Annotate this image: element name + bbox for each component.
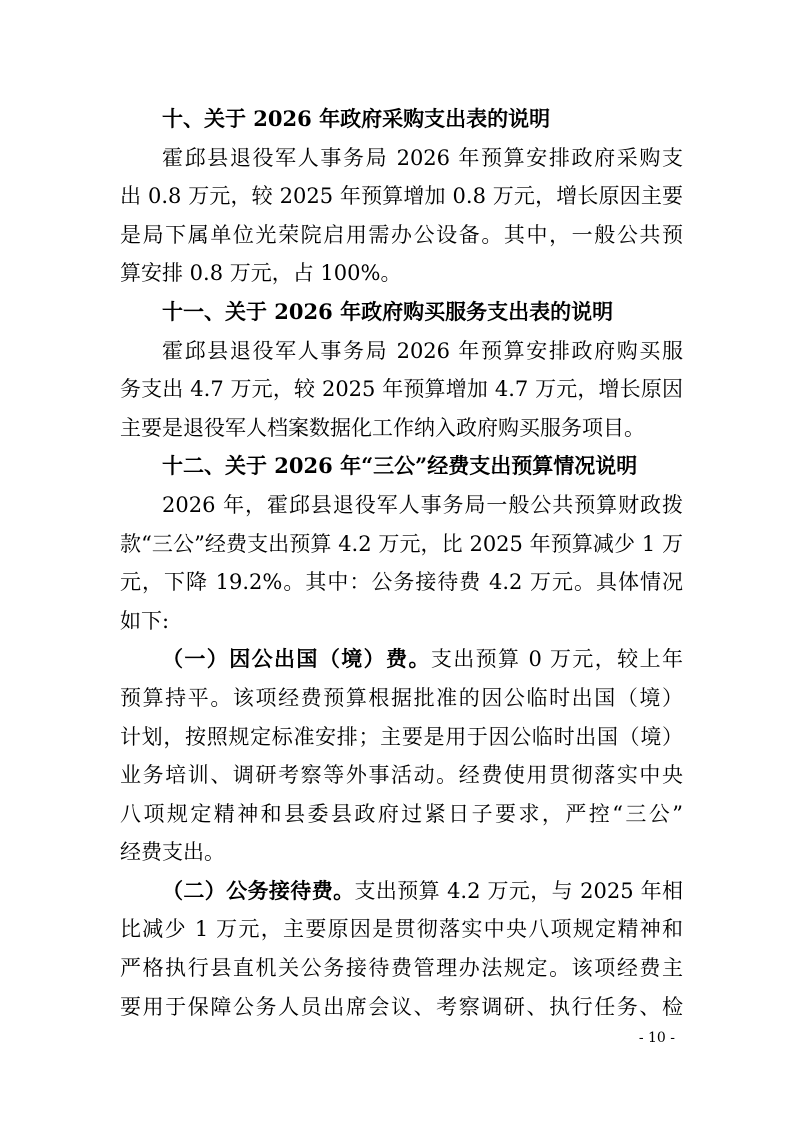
paragraph-line: 算安排 0.8 万元，占 100%。 bbox=[120, 261, 402, 286]
item-1-first-line-text: 支出预算 0 万元，较上年 bbox=[430, 647, 683, 672]
paragraph-line: 款“三公”经费支出预算 4.2 万元，比 2025 年预算减少 1 万 bbox=[120, 531, 683, 556]
paragraph-line: 2026 年，霍邱县退役军人事务局一般公共预算财政拨 bbox=[162, 492, 683, 517]
section-heading-12: 十二、关于 2026 年“三公”经费支出预算情况说明 bbox=[162, 453, 638, 479]
paragraph-line: 霍邱县退役军人事务局 2026 年预算安排政府采购支 bbox=[162, 145, 683, 170]
document-body bbox=[120, 100, 683, 1026]
item-2-first-line-text: 支出预算 4.2 万元，与 2025 年相 bbox=[354, 878, 683, 903]
paragraph-line: 如下: bbox=[120, 608, 170, 633]
section-heading-10: 十、关于 2026 年政府采购支出表的说明 bbox=[162, 106, 551, 131]
item-2-lead: （二）公务接待费。 bbox=[162, 877, 355, 903]
paragraph-line: 业务培训、调研考察等外事活动。经费使用贯彻落实中央 bbox=[120, 763, 683, 788]
paragraph-line: 严格执行县直机关公务接待费管理办法规定。该项经费主 bbox=[120, 956, 683, 981]
paragraph-line: 比减少 1 万元，主要原因是贯彻落实中央八项规定精神和 bbox=[120, 917, 683, 942]
item-2-first-line bbox=[120, 872, 683, 911]
paragraph-line: 主要是退役军人档案数据化工作纳入政府购买服务项目。 bbox=[120, 415, 645, 440]
paragraph-line: 八项规定精神和县委县政府过紧日子要求，严控“三公” bbox=[120, 801, 683, 826]
section-heading-11: 十一、关于 2026 年政府购买服务支出表的说明 bbox=[162, 298, 614, 324]
paragraph-line: 经费支出。 bbox=[120, 840, 225, 865]
paragraph-line: 出 0.8 万元，较 2025 年预算增加 0.8 万元，增长原因主要 bbox=[120, 184, 683, 209]
paragraph-line: 务支出 4.7 万元，较 2025 年预算增加 4.7 万元，增长原因 bbox=[120, 377, 683, 402]
item-1-lead: （一）因公出国（境）费。 bbox=[162, 646, 431, 672]
paragraph-line: 元，下降 19.2%。其中：公务接待费 4.2 万元。具体情况 bbox=[120, 570, 683, 595]
paragraph-line: 霍邱县退役军人事务局 2026 年预算安排政府购买服 bbox=[162, 338, 683, 363]
paragraph-line: 预算持平。该项经费预算根据批准的因公临时出国（境） bbox=[120, 685, 683, 710]
paragraph-line: 计划，按照规定标准安排；主要是用于因公临时出国（境） bbox=[120, 724, 683, 749]
page-number: - 10 - bbox=[638, 1030, 675, 1046]
item-1-first-line bbox=[120, 640, 683, 679]
paragraph-line: 是局下属单位光荣院启用需办公设备。其中，一般公共预 bbox=[120, 222, 683, 247]
paragraph-line: 要用于保障公务人员出席会议、考察调研、执行任务、检 bbox=[120, 994, 683, 1019]
